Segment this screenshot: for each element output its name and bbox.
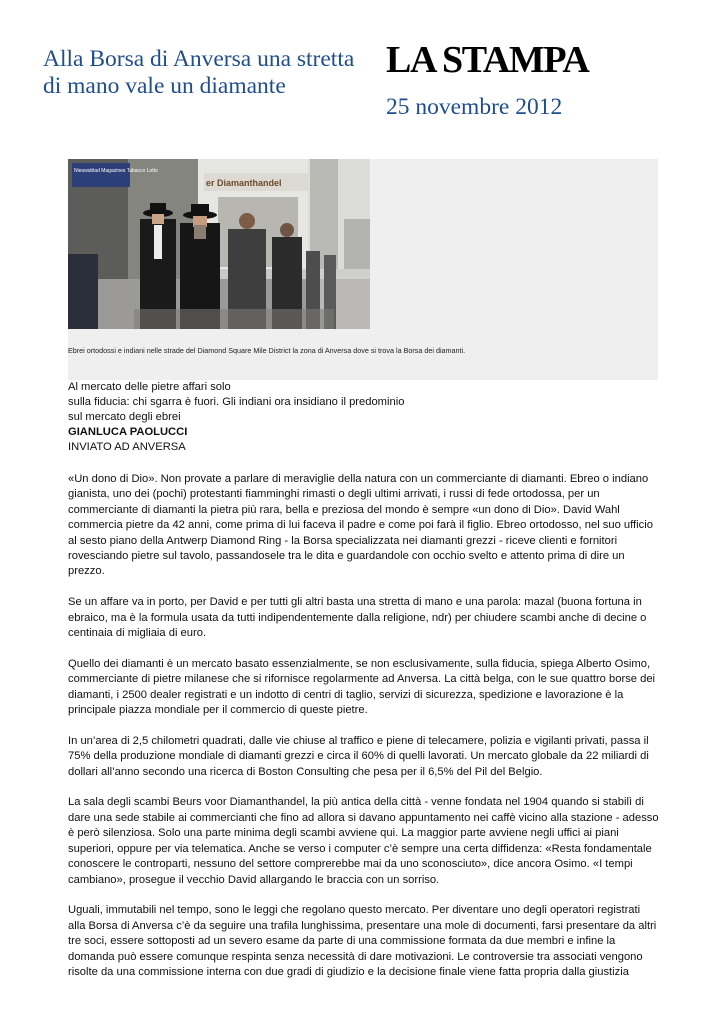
body-paragraph: Se un affare va in porto, per David e per tutti gli altri basta una stretta di mano e una parola: mazal (buona fortuna in ebraico, ma è la formula usata da tutti indipendentemente dalla religione, ndr) per chiudere scambi anche di decine o centinaia di migliaia di euro. <box>68 596 647 640</box>
article-intro <box>68 380 658 455</box>
photo-panel <box>68 159 658 380</box>
body-paragraph: Uguali, immutabili nel tempo, sono le leggi che regolano questo mercato. Per diventare uno degli operatori registrati alla Borsa di Anversa c’è da seguire una trafila lunghissima, presentare una mole di documenti, farsi presentare da altri tre soci, essere sottoposti ad un severo esame da parte di una commissione formata da due membri e infine la domanda può essere comunque respinta senza necessità di dare motivazioni. Le controversie tra associati vengono risolte da una commissione interna con due gradi di giudizio e la decisione finale viene fatta propria dalla giustizia <box>68 904 657 978</box>
subtitle-line: sulla fiducia: chi sgarra è fuori. Gli indiani ora insidiano il predominio <box>68 396 405 408</box>
subtitle-line: Al mercato delle pietre affari solo <box>68 381 231 393</box>
photo-caption: Ebrei ortodossi e indiani nelle strade del Diamond Square Mile District la zona di Anversa dove si trova la Borsa dei diamanti. <box>68 346 466 355</box>
newspaper-masthead-logo: LA STAMPA <box>386 39 589 81</box>
body-paragraph: La sala degli scambi Beurs voor Diamanthandel, la più antica della città - venne fondata nel 1904 quando si stabilì di dare una sede stabile ai commercianti che fino ad allora si davano appuntamento nei caffè vicino alla stazione - adesso è però silenziosa. Solo una parte minima degli scambi avviene qui. La maggior parte avviene negli uffici ai piani superiori, oppure per via telematica. Anche se verso i computer c’è sempre una certa diffidenza: «Resta fondamentale conoscere le controparti, nessuno del settore comprerebbe mai da uno sconosciuto», dice ancora Osimo. «I tempi cambiano», prosegue il vecchio David allargando le braccia con un sorriso. <box>68 796 659 886</box>
author-byline: GIANLUCA PAOLUCCI <box>68 426 188 438</box>
kiosk-sign-text: Nieuwsblad Magazines Tabacco Lotto <box>74 168 158 174</box>
article-body <box>68 472 660 996</box>
body-paragraph: Quello dei diamanti è un mercato basato essenzialmente, se non esclusivamente, sulla fiducia, spiega Alberto Osimo, commerciante di pietre milanese che si rifornisce regolarmente ad Anversa. La città belga, con le sue quattro borse dei diamanti, i 2500 dealer registrati e un indotto di centri di taglio, servizi di sicurezza, spedizione e lavorazione è la principale piazza mondiale per il commercio di queste pietre. <box>68 657 656 717</box>
body-paragraph: In un’area di 2,5 chilometri quadrati, dalle vie chiuse al traffico e piene di telecamere, polizia e vigilanti privati, passa il 75% della produzione mondiale di diamanti grezzi e circa il 60% di quelli lavorati. Un mercato globale da 22 miliardi di dollari all’anno secondo una ricerca di Boston Consulting che pesa per il 6,5% del Pil del Belgio. <box>68 734 649 778</box>
article-headline: Alla Borsa di Anversa una stretta di mano vale un diamante <box>43 46 355 99</box>
subtitle-line: sul mercato degli ebrei <box>68 411 181 423</box>
author-role: INVIATO AD ANVERSA <box>68 441 186 453</box>
body-paragraph: «Un dono di Dio». Non provate a parlare di meraviglie della natura con un commerciante di diamanti. Ebreo o indiano gianista, uno dei (pochi) protestanti fiamminghi rimasti o degli ultimi arrivati, i russi di fede ortodossa, per un commerciante di diamanti la pietra più rara, bella e preziosa del mondo è sempre «un dono di Dio». David Wahl commercia pietre da 42 anni, come prima di lui faceva il padre e come poi farà il figlio. Ebreo ortodosso, nel suo ufficio al sesto piano della Antwerp Diamond Ring - la Borsa specializzata nei diamanti grezzi - riceve clienti e fornitori rovesciando pietre sul tavolo, passandosele tra le dita e guardandole con occhio svelto e attento prima di dire un prezzo. <box>68 473 653 578</box>
store-sign-text: er Diamanthandel <box>206 178 282 188</box>
publication-date: 25 novembre 2012 <box>386 94 563 120</box>
article-photo <box>68 159 370 329</box>
